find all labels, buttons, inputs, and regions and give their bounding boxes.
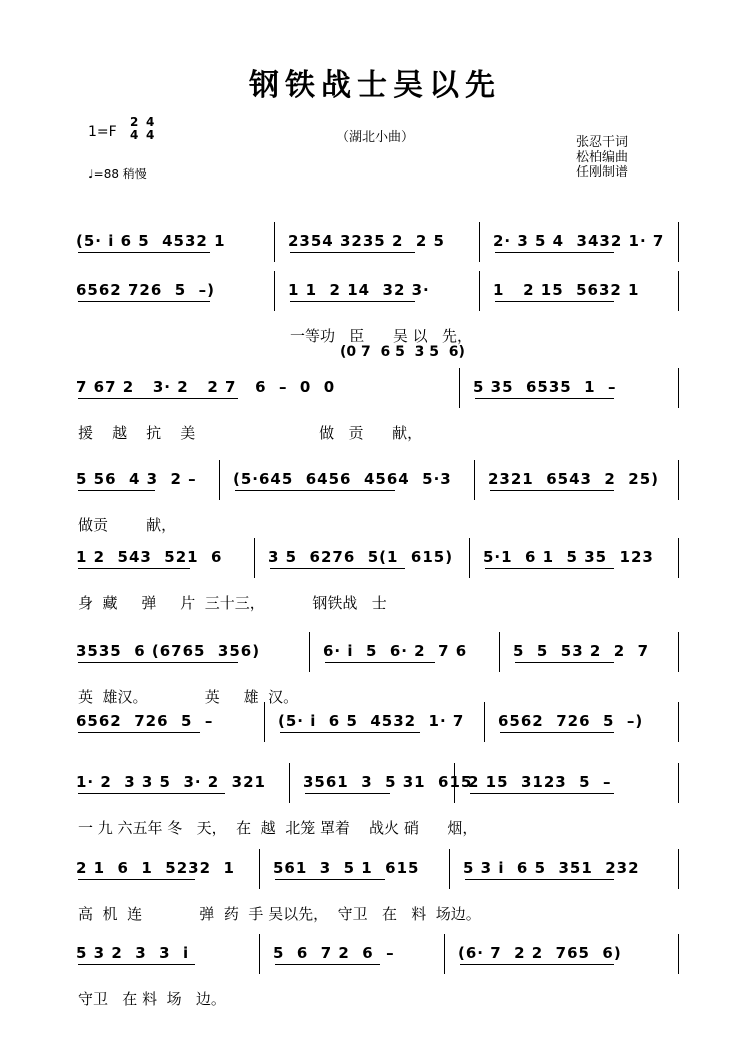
measure: (5·645 6456 4564 5·3 [233, 470, 452, 488]
note-beam [78, 732, 200, 733]
measure: 561 3 5 1 615 [273, 859, 420, 877]
transcriber-credit: 任刚制谱 [576, 165, 629, 180]
barline [259, 849, 260, 889]
measure: 3561 3 5 31 615 [303, 773, 473, 791]
barline [459, 368, 460, 408]
barline [289, 763, 290, 803]
note-beam [485, 568, 614, 569]
barline [479, 222, 480, 262]
measure: 1· 2 3 3 5 3· 2 321 [76, 773, 266, 791]
measure: (6· 7 2 2 765 6) [458, 944, 622, 962]
lyrics-line: 一等功 臣 吴 以 先， [290, 327, 472, 345]
barline [254, 538, 255, 578]
note-beam [78, 568, 190, 569]
barline [274, 271, 275, 311]
barline [678, 460, 679, 500]
note-beam [495, 252, 614, 253]
note-beam [78, 301, 210, 302]
note-beam [275, 879, 385, 880]
barline [678, 763, 679, 803]
measure: 5 5 53 2 2 7 [513, 642, 650, 660]
genre-label: （湖北小曲） [335, 130, 414, 145]
note-beam [78, 879, 195, 880]
barline [678, 702, 679, 742]
note-beam [280, 732, 420, 733]
measure: 6562 726 5 –) [498, 712, 644, 730]
barline [678, 632, 679, 672]
barline [449, 849, 450, 889]
measure: 3 5 6276 5(1 615) [268, 548, 454, 566]
note-beam [78, 398, 238, 399]
note-beam [78, 490, 155, 491]
barline [678, 271, 679, 311]
composer-credit: 松柏编曲 [576, 150, 629, 165]
barline [264, 702, 265, 742]
barline [678, 222, 679, 262]
note-beam [475, 398, 614, 399]
measure: 1 2 15 5632 1 [493, 281, 640, 299]
song-title: 钢铁战士吴以先 [249, 68, 501, 103]
measure: 5 3 2 3 3 i [76, 944, 190, 962]
note-beam [495, 301, 614, 302]
measure: 2 15 3123 5 – [468, 773, 612, 791]
measure: 5·1 6 1 5 35 123 [483, 548, 654, 566]
note-beam [270, 568, 405, 569]
measure: 1 2 543 521 6 [76, 548, 223, 566]
note-beam [290, 252, 415, 253]
barline [474, 460, 475, 500]
barline [259, 934, 260, 974]
measure: 5 56 4 3 2 – [76, 470, 197, 488]
measure: (5· i 6 5 4532 1 [76, 232, 226, 250]
lyrics-line: 一 九 六五年 冬 天， 在 越 北笼 罩着 战火 硝 烟， [78, 819, 478, 837]
lyrics-line: 身 藏 弹 片 三十三， 钢铁战 士 [78, 594, 387, 612]
note-beam [460, 964, 614, 965]
barline [678, 538, 679, 578]
measure: (5· i 6 5 4532 1· 7 [278, 712, 465, 730]
note-beam [470, 793, 614, 794]
note-beam [465, 879, 614, 880]
lyrics-line: 英 雄汉。 英 雄 汉。 [78, 688, 299, 706]
measure: 6· i 5 6· 2 7 6 [323, 642, 468, 660]
key-signature: 1=F [88, 124, 117, 140]
measure: 2 1 6 1 5232 1 [76, 859, 235, 877]
lyrics-line: 援 越 抗 美 做 贡 献， [78, 424, 423, 442]
time-signature-second: 4 4 [146, 115, 155, 142]
note-beam [78, 252, 210, 253]
note-beam [515, 662, 614, 663]
barline [274, 222, 275, 262]
time-signature-first: 2 4 [130, 115, 139, 142]
note-beam [235, 490, 395, 491]
lyrics-line: 做贡 献， [78, 516, 177, 534]
note-beam [78, 964, 195, 965]
note-beam [78, 662, 238, 663]
measure: 2· 3 5 4 3432 1· 7 [493, 232, 665, 250]
measure: 5 3 i 6 5 351 232 [463, 859, 640, 877]
barline [309, 632, 310, 672]
note-beam [490, 490, 614, 491]
lyrics-line: 守卫 在 料 场 边。 [78, 990, 226, 1008]
barline [499, 632, 500, 672]
measure: 6562 726 5 – [76, 712, 214, 730]
note-beam [305, 793, 390, 794]
note-beam [78, 793, 225, 794]
barline [678, 368, 679, 408]
measure: 5 6 7 2 6 – [273, 944, 395, 962]
credits [576, 135, 628, 180]
measure: 3535 6 (6765 356) [76, 642, 261, 660]
lyricist-credit: 张忍干词 [576, 135, 629, 150]
barline [479, 271, 480, 311]
measure: 5 35 6535 1 – [473, 378, 617, 396]
note-beam [275, 964, 380, 965]
note-beam [325, 662, 435, 663]
barline [678, 934, 679, 974]
barline [678, 849, 679, 889]
lyrics-line: 高 机 连 弹 药 手 吴以先， 守卫 在 料 场边。 [78, 905, 481, 923]
interlude-notes: (0 7 6 5 3 5 6) [340, 344, 465, 360]
measure: 6562 726 5 –) [76, 281, 215, 299]
measure: 2354 3235 2 2 5 [288, 232, 445, 250]
tempo-marking: ♩=88 稍慢 [88, 167, 147, 181]
note-beam [500, 732, 614, 733]
measure: 1 1 2 14 32 3· [288, 281, 430, 299]
note-beam [290, 301, 415, 302]
barline [444, 934, 445, 974]
measure: 2321 6543 2 25) [488, 470, 659, 488]
barline [219, 460, 220, 500]
barline [469, 538, 470, 578]
barline [484, 702, 485, 742]
measure: 7 67 2 3· 2 2 7 6 – 0 0 [76, 378, 336, 396]
